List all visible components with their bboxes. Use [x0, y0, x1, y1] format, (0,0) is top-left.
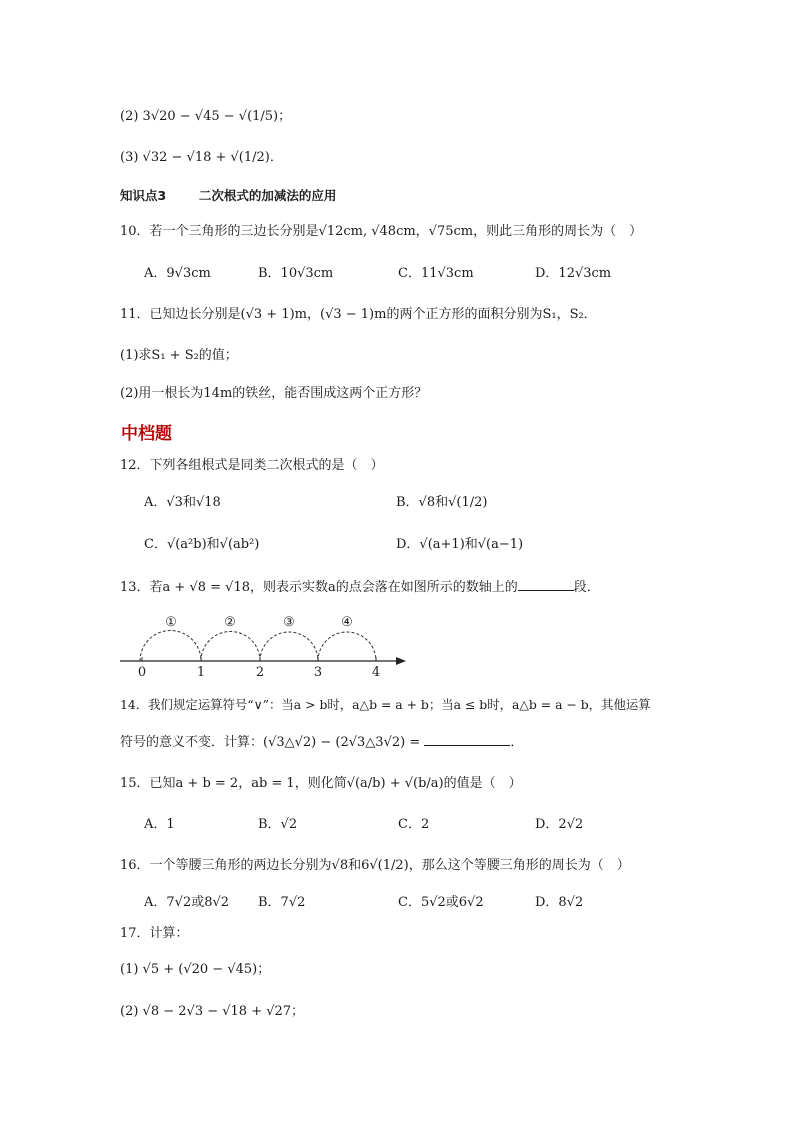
segment-label-4: ④: [341, 615, 353, 630]
segment-arcs: [140, 631, 376, 661]
question-15-stem: 15．已知a + b = 2，ab = 1，则化简√(a/b) + √(b/a)的值是（ ）: [120, 776, 522, 791]
question-16-option-d: D．8√2: [535, 895, 584, 910]
tick-label-4: 4: [371, 665, 381, 680]
segment-label-1: ①: [165, 615, 177, 630]
question-16-option-c: C．5√2或6√2: [398, 895, 484, 910]
knowledge-point-heading: [120, 188, 336, 204]
prev-exercise-3: (3) √32 − √18 + √(1/2)．: [120, 150, 283, 165]
question-14-expression: 符号的意义不变．计算：(√3△√2) − (2√3△3√2) =: [120, 735, 421, 750]
question-11-part-1: (1)求S₁ + S₂的值；: [120, 348, 238, 363]
segment-arc-4: [318, 632, 376, 661]
question-13-stem: [120, 578, 600, 596]
question-15-option-c: C．2: [398, 817, 430, 832]
question-12-option-a: A．√3和√18: [144, 495, 221, 510]
question-15-option-d: D．2√2: [535, 817, 584, 832]
tick-label-0: 0: [137, 665, 147, 680]
section-title: 中档题: [121, 424, 172, 444]
question-14-answer-blank[interactable]: [424, 733, 510, 746]
question-14-line-2: [120, 733, 523, 751]
question-12-option-b: B．√8和√(1/2): [396, 495, 488, 510]
question-12-option-c: C．√(a²b)和√(ab²): [144, 537, 260, 552]
knowledge-point-label: 知识点3: [120, 188, 167, 203]
question-12-option-d: D．√(a+1)和√(a−1): [396, 537, 524, 552]
tick-label-3: 3: [313, 665, 323, 680]
knowledge-point-title: 二次根式的加减法的应用: [198, 188, 337, 203]
prev-exercise-2: (2) 3√20 − √45 − √(1/5)；: [120, 109, 292, 124]
segment-arc-3: [260, 632, 318, 661]
question-10-option-b: B．10√3cm: [258, 266, 334, 281]
question-15-option-b: B．√2: [258, 817, 298, 832]
tick-label-1: 1: [196, 665, 206, 680]
question-16-option-b: B．7√2: [258, 895, 306, 910]
question-16-stem: 16．一个等腰三角形的两边长分别为√8和6√(1/2)，那么这个等腰三角形的周长为（ ）: [120, 858, 630, 873]
question-16-option-a: A．7√2或8√2: [144, 895, 230, 910]
question-14-end: ．: [510, 735, 524, 750]
question-10-option-c: C．11√3cm: [398, 266, 474, 281]
question-13-stem-before: 13．若a + √8 = √18，则表示实数a的点会落在如图所示的数轴上的: [120, 580, 518, 595]
question-14-line-1: 14．我们规定运算符号“∨”：当a > b时，a△b = a + b；当a ≤ b时，a△b = a − b，其他运算: [120, 697, 651, 712]
question-10-option-a: A．9√3cm: [144, 266, 211, 281]
segment-arc-2: [201, 632, 260, 662]
question-17-part-1: (1) √5 + (√20 − √45)；: [120, 962, 271, 977]
question-17-stem: 17．计算：: [120, 926, 189, 941]
question-10-stem: 10．若一个三角形的三边长分别是√12cm, √48cm，√75cm，则此三角形的周长为（ ）: [120, 224, 643, 239]
question-15-option-a: A．1: [144, 817, 175, 832]
question-12-stem: 12．下列各组根式是同类二次根式的是（ ）: [120, 458, 384, 473]
question-13-answer-blank[interactable]: [518, 578, 574, 591]
segment-label-3: ③: [283, 615, 295, 630]
segment-label-2: ②: [224, 615, 236, 630]
segment-arc-1: [140, 631, 201, 661]
question-13-stem-after: 段．: [573, 580, 600, 595]
question-11-stem: 11．已知边长分别是(√3 + 1)m，(√3 − 1)m的两个正方形的面积分别为S₁，S₂．: [120, 307, 597, 322]
question-17-part-2: (2) √8 − 2√3 − √18 + √27；: [120, 1004, 305, 1019]
number-line-figure: [110, 608, 420, 680]
question-11-part-2: (2)用一根长为14m的铁丝，能否围成这两个正方形？: [120, 386, 428, 401]
number-line-arrow: [396, 657, 406, 665]
question-10-option-d: D．12√3cm: [535, 266, 612, 281]
tick-label-2: 2: [255, 665, 265, 680]
